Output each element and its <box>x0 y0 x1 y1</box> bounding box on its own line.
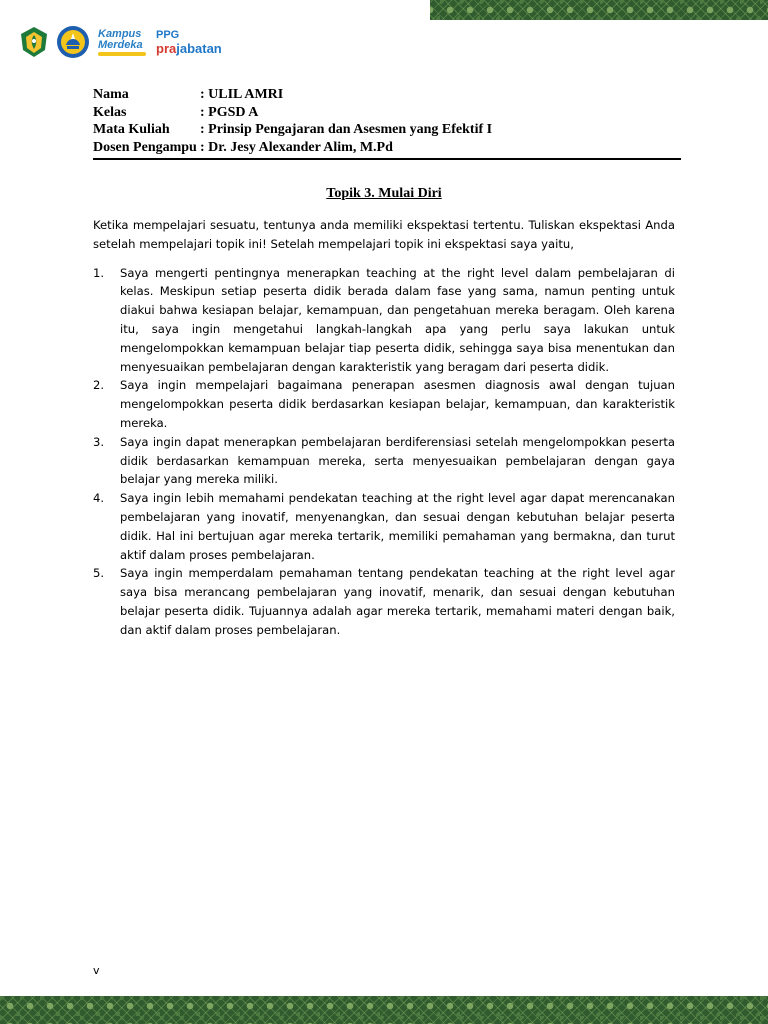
identity-row-dosen <box>93 139 681 157</box>
identity-row-kelas <box>93 104 681 122</box>
identity-value: : Dr. Jesy Alexander Alim, M.Pd <box>200 139 393 155</box>
list-item-text: Saya mengerti pentingnya menerapkan teaching at the right level dalam pembelajaran di kelas. Meskipun setiap peserta didik berada dalam fase yang sama, namun penting untuk diakui bahwa kesiapan belajar, kemampuan, dan pengetahuan mereka beragam. Oleh karena itu, saya ingin mengetahui langkah-langkah apa yang perlu saya lakukan untuk mengelompokkan kemampuan belajar tiap peserta didik, sehingga saya bisa menentukan dan menyesuaikan pembelajaran dengan karakteristik yang beragam dari peserta didik. <box>120 265 675 374</box>
list-number: 5. <box>93 566 105 581</box>
merdeka-logo-text: Merdeka <box>98 38 143 51</box>
university-logo-icon <box>18 26 50 58</box>
prajabatan-logo-text: prajabatan <box>156 41 222 56</box>
ppg-prajabatan-logo <box>156 29 222 55</box>
identity-value: : Prinsip Pengajaran dan Asesmen yang Efektif I <box>200 122 493 137</box>
kampus-merdeka-logo <box>98 29 146 56</box>
list-item-text: Saya ingin memperdalam pemahaman tentang pendekatan teaching at the right level agar saya bisa merancang pembelajaran yang inovatif, menarik, dan sesuai dengan kebutuhan belajar peserta didik. Tujuannya adalah agar mereka tertarik, memahami materi dengan baik, dan aktif dalam proses pembelajaran. <box>120 566 675 637</box>
footer-mark: v <box>93 964 100 977</box>
kampus-logo-text: Kampus <box>98 27 142 40</box>
intro-paragraph: Ketika mempelajari sesuatu, tentunya anda memiliki ekspektasi tertentu. Tuliskan ekspektasi Anda setelah mempelajari topik ini! Setelah mempelajari topik ini ekspektasi saya yaitu, <box>93 218 675 251</box>
tut-wuri-handayani-logo-icon <box>56 25 90 59</box>
identity-label: Kelas <box>93 104 127 120</box>
list-number: 2. <box>93 378 105 393</box>
identity-row-nama <box>93 86 681 104</box>
header-logos <box>18 24 222 60</box>
identity-label: Mata Kuliah <box>93 122 170 137</box>
top-border-gap <box>0 0 430 20</box>
identity-label: Dosen Pengampu <box>93 139 197 155</box>
list-item <box>93 564 675 639</box>
page-title: Topik 3. Mulai Diri <box>326 186 442 201</box>
identity-value: : ULIL AMRI <box>200 87 284 102</box>
bottom-batik-border <box>0 996 768 1024</box>
list-item <box>93 433 675 489</box>
identity-row-mata-kuliah <box>93 121 681 139</box>
ppg-logo-text: PPG <box>156 29 180 41</box>
kampus-merdeka-underline <box>98 52 146 56</box>
identity-label: Nama <box>93 87 129 102</box>
list-item <box>93 489 675 564</box>
expectation-list <box>93 264 675 640</box>
list-number: 4. <box>93 491 105 506</box>
identity-value: : PGSD A <box>200 104 259 120</box>
list-item <box>93 264 675 377</box>
list-item-text: Saya ingin dapat menerapkan pembelajaran berdiferensiasi setelah mengelompokkan peserta didik berdasarkan kemampuan mereka, serta menyesuaikan pembelajaran dengan gaya belajar yang mereka miliki. <box>120 434 675 487</box>
document-body <box>93 216 675 640</box>
list-number: 3. <box>93 434 105 449</box>
list-item-text: Saya ingin mempelajari bagaimana penerapan asesmen diagnosis awal dengan tujuan mengelompokkan peserta didik berdasarkan kesiapan belajar, kemampuan, dan karakteristik mereka. <box>120 378 675 430</box>
list-item-text: Saya ingin lebih memahami pendekatan teaching at the right level agar dapat merencanakan pembelajaran yang inovatif, menyenangkan, dan sesuai dengan kebutuhan belajar peserta didik. Hal ini bertujuan agar mereka tertarik, memiliki pemahaman yang bermakna, dan turut aktif dalam proses pembelajaran. <box>120 491 675 562</box>
list-item <box>93 376 675 432</box>
list-number: 1. <box>93 265 105 280</box>
student-identity-block <box>93 86 681 160</box>
